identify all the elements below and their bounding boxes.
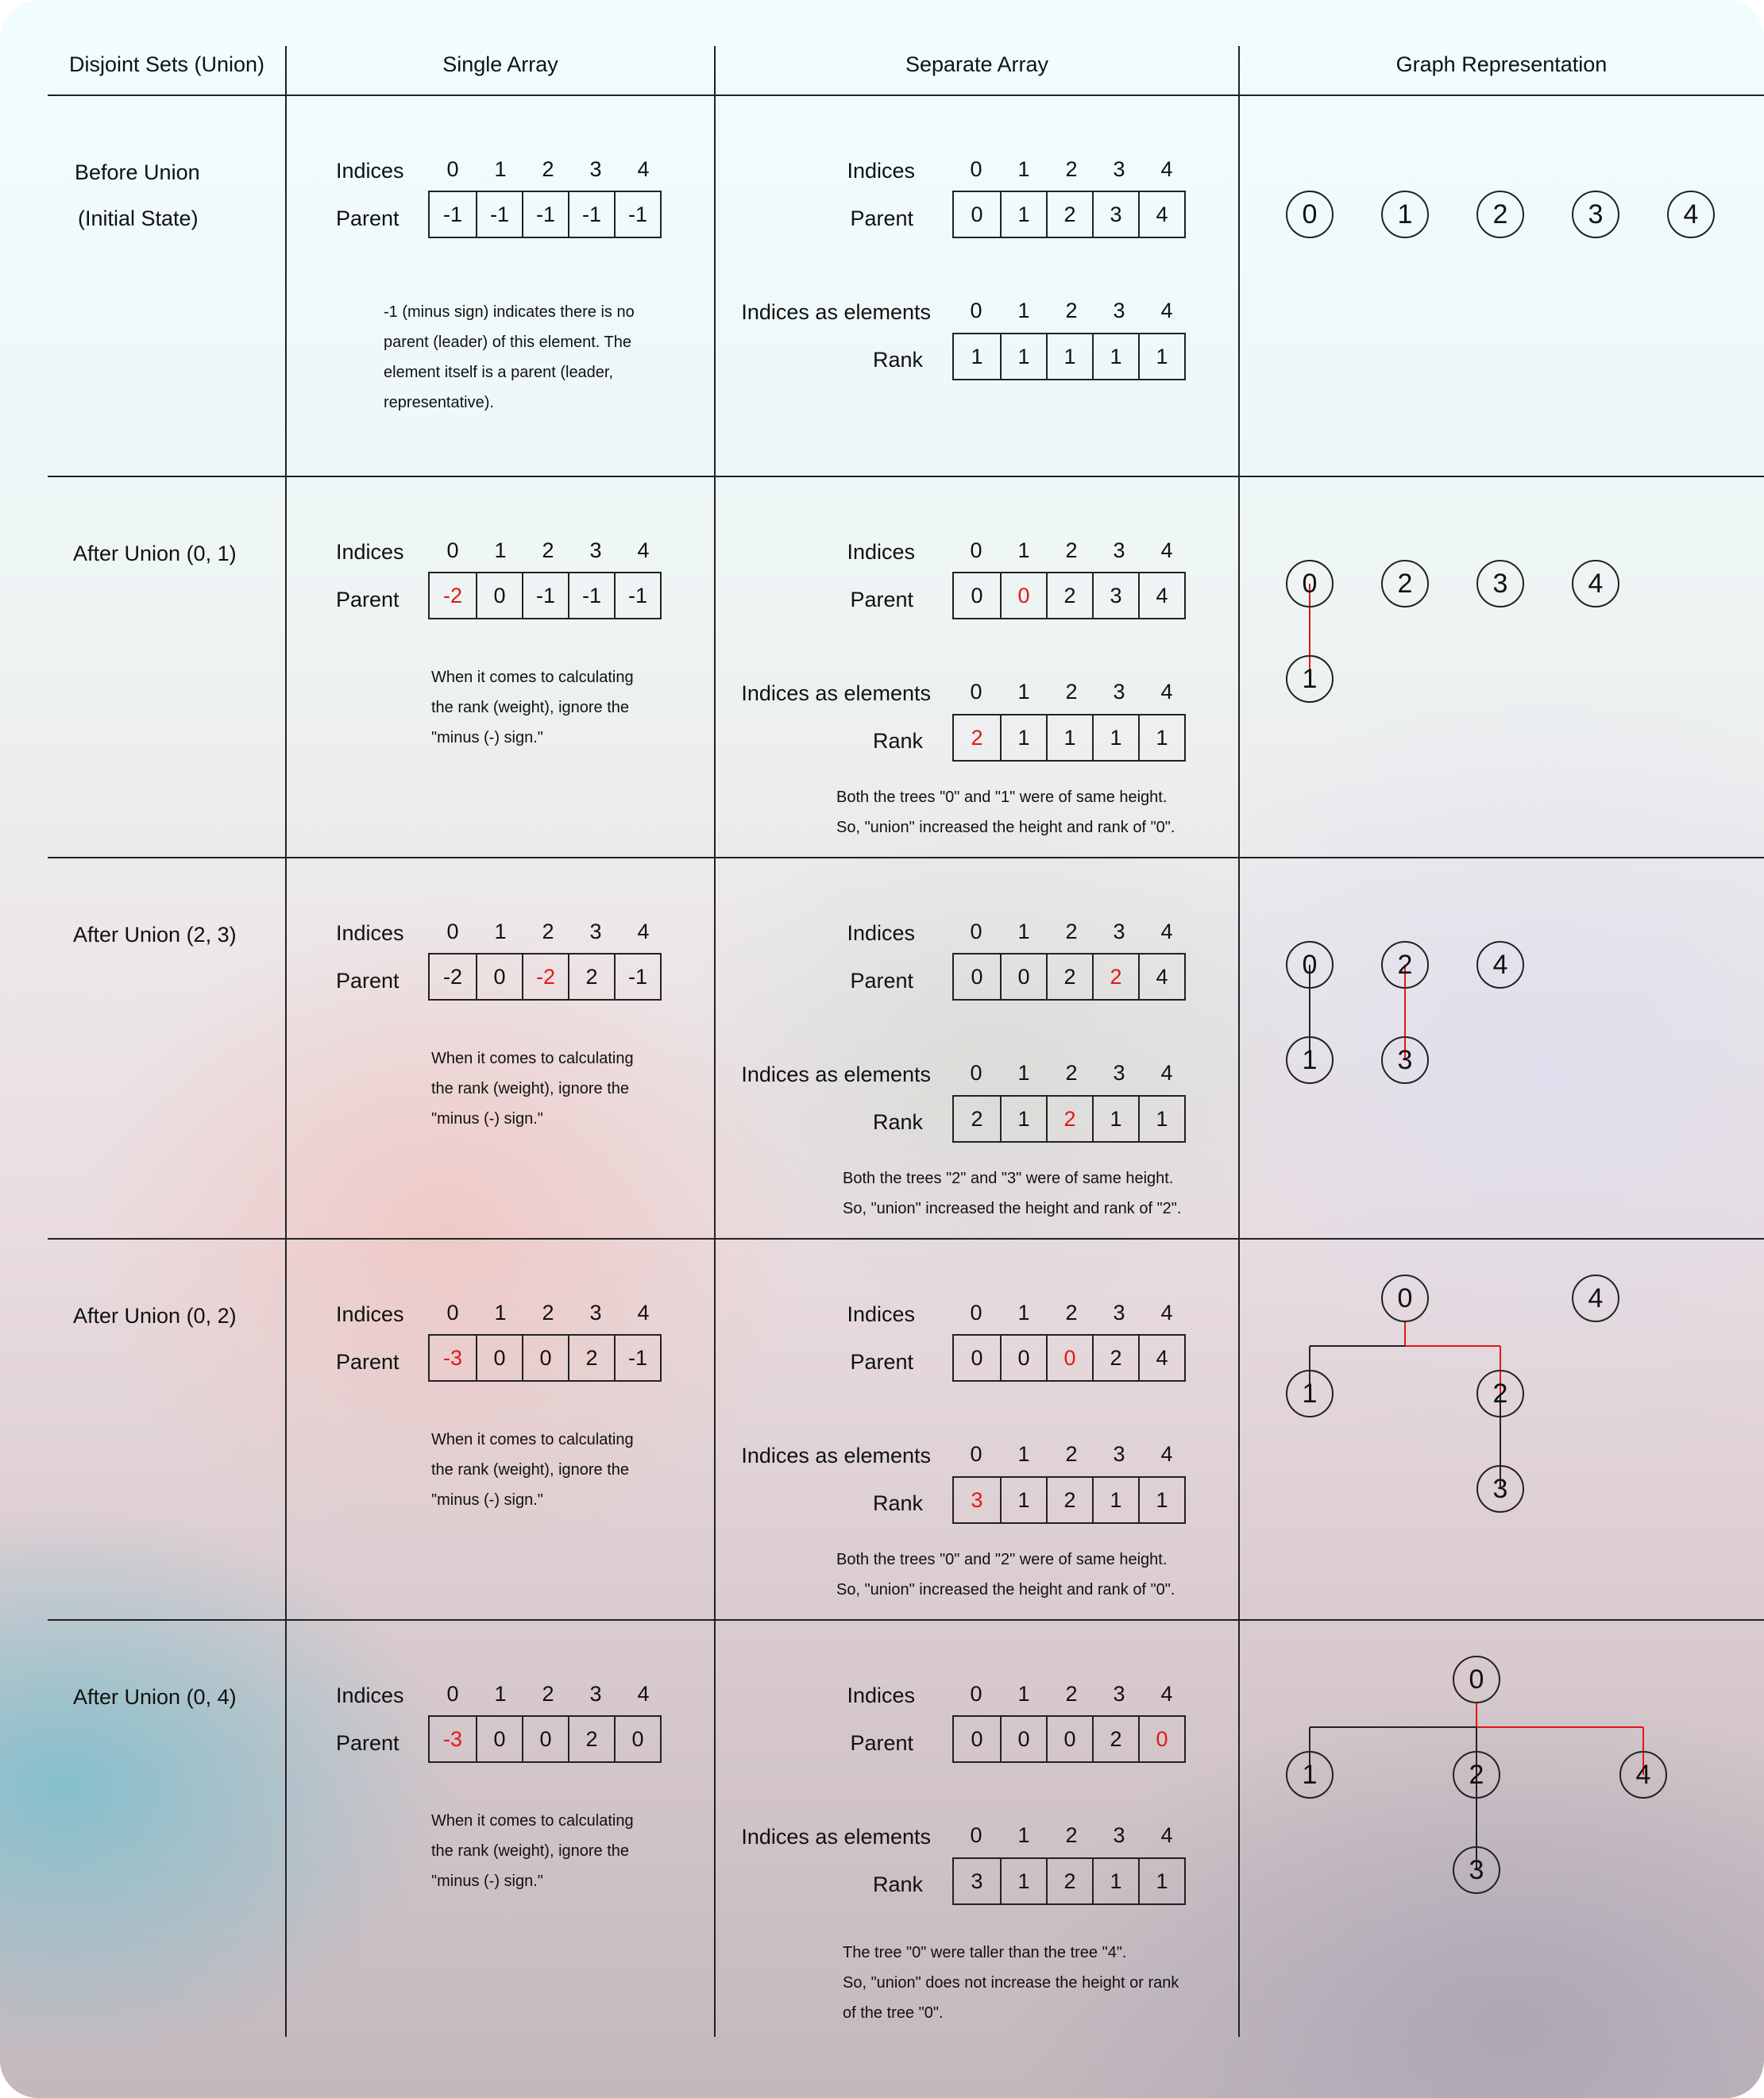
index-label: 2	[1065, 157, 1078, 181]
tree-edge	[1476, 1703, 1477, 1727]
index-label: 2	[542, 1682, 554, 1706]
tree-node: 3	[1572, 191, 1619, 238]
separate-parent-array	[952, 953, 1186, 1001]
separate-note: So, "union" increased the height and rank of "0".	[836, 1581, 1175, 1599]
index-label: 1	[1017, 680, 1030, 704]
index-label: 2	[1065, 1823, 1078, 1847]
separate-rank-array-cell: 1	[1092, 1097, 1138, 1141]
separate-rank-array-cell: 1	[1046, 715, 1092, 760]
single-parent-array-cell: -1	[614, 192, 660, 237]
tree-node: 2	[1381, 941, 1429, 989]
index-label: 4	[1160, 680, 1173, 704]
separate-parent-array-cell: 0	[971, 964, 983, 989]
header-disjoint-sets: Disjoint Sets (Union)	[68, 52, 265, 76]
row-divider-2	[48, 857, 1764, 858]
single-parent-array	[428, 191, 662, 238]
separate-parent-array	[952, 1715, 1186, 1763]
single-parent-array-cell: 0	[476, 955, 522, 999]
single-indices-label: Indices	[336, 1683, 404, 1707]
tree-node: 4	[1476, 941, 1524, 989]
rank-label: Rank	[872, 348, 923, 372]
separate-rank-array-cell: 3	[971, 1487, 983, 1512]
single-note: the rank (weight), ignore the	[431, 699, 630, 716]
index-label: 0	[970, 299, 982, 322]
single-parent-array-cell: 2	[568, 955, 614, 999]
tree-node: 1	[1286, 1036, 1334, 1084]
index-label: 1	[1017, 1061, 1030, 1085]
index-label: 1	[1017, 1823, 1030, 1847]
separate-parent-array-cell: 1	[1000, 192, 1046, 237]
index-label: 2	[542, 920, 554, 943]
separate-rank-array-cell: 1	[1000, 334, 1046, 379]
single-note: representative).	[384, 394, 494, 411]
index-label: 4	[1160, 920, 1173, 943]
index-label: 4	[1160, 157, 1173, 181]
tree-node: 3	[1453, 1846, 1500, 1894]
index-label: 4	[1160, 538, 1173, 562]
single-note: the rank (weight), ignore the	[431, 1461, 630, 1479]
separate-parent-array-cell: 2	[1046, 192, 1092, 237]
index-label: 3	[589, 538, 602, 562]
separate-parent-array-cell: 0	[1000, 955, 1046, 999]
index-label: 0	[970, 920, 982, 943]
tree-node: 2	[1381, 560, 1429, 607]
index-label: 3	[1113, 1823, 1125, 1847]
single-parent-array	[428, 953, 662, 1001]
separate-note: So, "union" does not increase the height or rank	[843, 1974, 1179, 1992]
single-parent-label: Parent	[336, 1731, 400, 1755]
separate-parent-array-cell: 0	[1138, 1717, 1184, 1761]
index-label: 1	[1017, 538, 1030, 562]
single-parent-array-cell: -1	[568, 192, 614, 237]
index-label: 4	[637, 157, 650, 181]
separate-rank-array-cell: 1	[1000, 1859, 1046, 1903]
index-label: 1	[1017, 299, 1030, 322]
index-label: 1	[494, 1301, 507, 1325]
index-label: 0	[446, 538, 459, 562]
index-label: 1	[494, 920, 507, 943]
single-note: element itself is a parent (leader,	[384, 364, 614, 381]
separate-note: So, "union" increased the height and rank of "0".	[836, 819, 1175, 836]
separate-parent-array-cell: 0	[1046, 1336, 1092, 1380]
index-label: 2	[1065, 299, 1078, 322]
separate-parent-array-cell: 4	[1138, 1336, 1184, 1380]
tree-edge	[1476, 1726, 1643, 1728]
index-label: 2	[1065, 920, 1078, 943]
tree-node: 3	[1476, 1465, 1524, 1513]
separate-rank-array-cell: 1	[1000, 1097, 1046, 1141]
separate-parent-array-cell: 3	[1092, 573, 1138, 618]
separate-rank-array-cell: 1	[1092, 1478, 1138, 1522]
single-parent-array-cell: -2	[442, 583, 462, 607]
column-divider-3	[1238, 46, 1240, 2037]
separate-note: Both the trees "2" and "3" were of same height.	[843, 1170, 1174, 1187]
separate-rank-array-cell: 2	[1046, 1859, 1092, 1903]
index-label: 3	[589, 1301, 602, 1325]
row-title: After Union (0, 2)	[73, 1304, 237, 1328]
tree-edge	[1404, 1322, 1406, 1346]
tree-node: 1	[1286, 1370, 1334, 1417]
column-divider-1	[285, 46, 287, 2037]
single-parent-label: Parent	[336, 206, 400, 230]
single-parent-array	[428, 1334, 662, 1382]
tree-node: 0	[1381, 1275, 1429, 1322]
tree-node: 0	[1286, 191, 1334, 238]
index-label: 1	[494, 1682, 507, 1706]
header-divider	[48, 94, 1764, 96]
index-label: 3	[1113, 1442, 1125, 1466]
separate-rank-array-cell: 1	[1138, 1478, 1184, 1522]
separate-note: of the tree "0".	[843, 2004, 944, 2022]
row-divider-3	[48, 1238, 1764, 1240]
separate-rank-array-cell: 2	[1046, 1478, 1092, 1522]
index-label: 4	[1160, 1442, 1173, 1466]
single-parent-array-cell: 0	[614, 1717, 660, 1761]
separate-rank-array	[952, 333, 1186, 380]
separate-parent-array-cell: 0	[1046, 1717, 1092, 1761]
separate-rank-array-cell: 2	[971, 1106, 983, 1131]
separate-parent-array	[952, 191, 1186, 238]
index-label: 2	[1065, 1442, 1078, 1466]
row-divider-4	[48, 1619, 1764, 1621]
index-label: 1	[1017, 1442, 1030, 1466]
separate-parent-array-cell: 2	[1046, 573, 1092, 618]
separate-note: So, "union" increased the height and rank of "2".	[843, 1200, 1182, 1217]
index-label: 2	[542, 1301, 554, 1325]
separate-parent-array-cell: 0	[971, 202, 983, 226]
index-label: 4	[637, 920, 650, 943]
single-note: the rank (weight), ignore the	[431, 1080, 630, 1097]
index-label: 2	[1065, 538, 1078, 562]
index-label: 0	[446, 1301, 459, 1325]
tree-node: 1	[1286, 1751, 1334, 1799]
single-parent-array-cell: -1	[442, 202, 462, 226]
single-parent-array-cell: -3	[442, 1726, 462, 1751]
separate-parent-label: Parent	[850, 206, 913, 230]
separate-indices-label: Indices	[847, 1302, 915, 1326]
rank-label: Rank	[872, 1872, 923, 1896]
separate-parent-array-cell: 0	[1000, 1717, 1046, 1761]
row-divider-1	[48, 476, 1764, 477]
single-parent-array-cell: -1	[614, 1336, 660, 1380]
single-note: parent (leader) of this element. The	[384, 334, 632, 351]
single-parent-array-cell: -1	[522, 573, 568, 618]
tree-node: 2	[1476, 191, 1524, 238]
single-note: When it comes to calculating	[431, 669, 634, 686]
separate-rank-array-cell: 2	[971, 725, 983, 750]
separate-parent-array-cell: 3	[1092, 192, 1138, 237]
row-title: After Union (0, 1)	[73, 542, 237, 565]
single-note: When it comes to calculating	[431, 1050, 634, 1067]
single-note: When it comes to calculating	[431, 1812, 634, 1830]
separate-indices-label: Indices	[847, 159, 915, 183]
index-label: 0	[970, 1823, 982, 1847]
single-parent-array-cell: -1	[476, 192, 522, 237]
single-parent-label: Parent	[336, 588, 400, 611]
indices-as-elements-label: Indices as elements	[741, 1444, 931, 1467]
row-title: After Union (2, 3)	[73, 923, 237, 947]
indices-as-elements-label: Indices as elements	[741, 1825, 931, 1849]
single-parent-array-cell: 2	[568, 1336, 614, 1380]
single-parent-array-cell: -2	[442, 964, 462, 989]
separate-note: The tree "0" were taller than the tree "4".	[843, 1944, 1127, 1961]
single-parent-array-cell: 0	[522, 1336, 568, 1380]
index-label: 4	[1160, 1301, 1173, 1325]
separate-indices-label: Indices	[847, 921, 915, 945]
rank-label: Rank	[872, 1110, 923, 1134]
index-label: 1	[1017, 1682, 1030, 1706]
index-label: 0	[970, 1682, 982, 1706]
separate-parent-array-cell: 2	[1092, 955, 1138, 999]
tree-node: 1	[1381, 191, 1429, 238]
index-label: 4	[1160, 299, 1173, 322]
separate-parent-array-cell: 0	[971, 1345, 983, 1370]
index-label: 0	[970, 538, 982, 562]
single-indices-label: Indices	[336, 921, 404, 945]
index-label: 3	[1113, 1682, 1125, 1706]
index-label: 0	[446, 1682, 459, 1706]
index-label: 1	[1017, 157, 1030, 181]
separate-parent-array	[952, 572, 1186, 619]
indices-as-elements-label: Indices as elements	[741, 681, 931, 705]
tree-node: 0	[1286, 560, 1334, 607]
single-note: "minus (-) sign."	[431, 729, 543, 746]
index-label: 0	[970, 1301, 982, 1325]
tree-node: 0	[1286, 941, 1334, 989]
separate-parent-array-cell: 0	[1000, 1336, 1046, 1380]
index-label: 2	[542, 157, 554, 181]
single-parent-array-cell: -1	[522, 192, 568, 237]
single-parent-array-cell: -1	[568, 573, 614, 618]
index-label: 1	[1017, 1301, 1030, 1325]
index-label: 0	[970, 1442, 982, 1466]
tree-edge	[1310, 1345, 1405, 1347]
index-label: 3	[1113, 538, 1125, 562]
tree-node: 4	[1667, 191, 1715, 238]
single-parent-array-cell: 0	[522, 1717, 568, 1761]
index-label: 3	[589, 157, 602, 181]
tree-edge	[1310, 1726, 1476, 1728]
index-label: 4	[637, 1682, 650, 1706]
header-separate-array: Separate Array	[905, 52, 1049, 76]
header-graph-representation: Graph Representation	[1395, 52, 1608, 76]
separate-parent-array-cell: 2	[1046, 955, 1092, 999]
index-label: 0	[446, 920, 459, 943]
separate-rank-array	[952, 1476, 1186, 1524]
separate-rank-array-cell: 1	[1000, 1478, 1046, 1522]
separate-parent-array-cell: 0	[971, 583, 983, 607]
single-parent-array	[428, 1715, 662, 1763]
index-label: 2	[1065, 1061, 1078, 1085]
single-note: "minus (-) sign."	[431, 1110, 543, 1128]
index-label: 4	[637, 538, 650, 562]
tree-node: 4	[1619, 1751, 1667, 1799]
index-label: 3	[589, 920, 602, 943]
single-parent-label: Parent	[336, 1350, 400, 1374]
indices-as-elements-label: Indices as elements	[741, 300, 931, 324]
single-note: "minus (-) sign."	[431, 1491, 543, 1509]
tree-node: 4	[1572, 560, 1619, 607]
index-label: 0	[970, 1061, 982, 1085]
separate-parent-label: Parent	[850, 1350, 913, 1374]
tree-node: 0	[1453, 1656, 1500, 1703]
single-parent-array-cell: 0	[476, 1717, 522, 1761]
tree-node: 3	[1381, 1036, 1429, 1084]
row-subtitle: (Initial State)	[78, 206, 199, 230]
header-single-array: Single Array	[442, 52, 558, 76]
row-title: Before Union	[75, 160, 200, 184]
single-indices-label: Indices	[336, 1302, 404, 1326]
separate-parent-array-cell: 4	[1138, 192, 1184, 237]
index-label: 2	[1065, 1682, 1078, 1706]
separate-parent-label: Parent	[850, 588, 913, 611]
tree-node: 2	[1453, 1751, 1500, 1799]
index-label: 0	[970, 680, 982, 704]
separate-rank-array-cell: 1	[1138, 715, 1184, 760]
index-label: 2	[542, 538, 554, 562]
separate-indices-label: Indices	[847, 540, 915, 564]
single-parent-array-cell: -1	[614, 573, 660, 618]
separate-parent-array-cell: 0	[971, 1726, 983, 1751]
rank-label: Rank	[872, 729, 923, 753]
single-parent-array-cell: -3	[442, 1345, 462, 1370]
separate-rank-array-cell: 1	[1138, 1097, 1184, 1141]
index-label: 3	[1113, 299, 1125, 322]
single-note: When it comes to calculating	[431, 1431, 634, 1448]
index-label: 0	[970, 157, 982, 181]
index-label: 3	[1113, 157, 1125, 181]
single-parent-label: Parent	[336, 969, 400, 993]
index-label: 4	[637, 1301, 650, 1325]
separate-indices-label: Indices	[847, 1683, 915, 1707]
single-note: -1 (minus sign) indicates there is no	[384, 303, 635, 321]
tree-node: 1	[1286, 655, 1334, 703]
separate-rank-array	[952, 1095, 1186, 1143]
single-parent-array-cell: 2	[568, 1717, 614, 1761]
separate-rank-array-cell: 1	[1092, 1859, 1138, 1903]
separate-rank-array-cell: 1	[1138, 334, 1184, 379]
separate-rank-array-cell: 3	[971, 1869, 983, 1893]
index-label: 3	[1113, 1061, 1125, 1085]
tree-edge	[1405, 1345, 1500, 1347]
separate-rank-array-cell: 1	[1046, 334, 1092, 379]
single-parent-array	[428, 572, 662, 619]
separate-rank-array	[952, 1857, 1186, 1905]
index-label: 2	[1065, 680, 1078, 704]
single-indices-label: Indices	[336, 540, 404, 564]
separate-note: Both the trees "0" and "1" were of same height.	[836, 789, 1168, 806]
index-label: 3	[589, 1682, 602, 1706]
separate-rank-array-cell: 1	[971, 344, 983, 368]
single-parent-array-cell: -1	[614, 955, 660, 999]
separate-note: Both the trees "0" and "2" were of same height.	[836, 1551, 1168, 1568]
single-parent-array-cell: -2	[522, 955, 568, 999]
single-note: "minus (-) sign."	[431, 1872, 543, 1890]
index-label: 1	[494, 157, 507, 181]
separate-parent-label: Parent	[850, 1731, 913, 1755]
separate-parent-array-cell: 4	[1138, 955, 1184, 999]
index-label: 1	[494, 538, 507, 562]
index-label: 4	[1160, 1061, 1173, 1085]
single-parent-array-cell: 0	[476, 1336, 522, 1380]
column-divider-2	[714, 46, 716, 2037]
index-label: 3	[1113, 680, 1125, 704]
separate-rank-array	[952, 714, 1186, 762]
index-label: 0	[446, 157, 459, 181]
index-label: 3	[1113, 920, 1125, 943]
separate-rank-array-cell: 1	[1000, 715, 1046, 760]
separate-rank-array-cell: 1	[1092, 715, 1138, 760]
separate-rank-array-cell: 1	[1092, 334, 1138, 379]
indices-as-elements-label: Indices as elements	[741, 1062, 931, 1086]
single-note: the rank (weight), ignore the	[431, 1842, 630, 1860]
index-label: 3	[1113, 1301, 1125, 1325]
row-title: After Union (0, 4)	[73, 1685, 237, 1709]
tree-node: 4	[1572, 1275, 1619, 1322]
separate-parent-label: Parent	[850, 969, 913, 993]
separate-parent-array-cell: 4	[1138, 573, 1184, 618]
separate-parent-array	[952, 1334, 1186, 1382]
index-label: 4	[1160, 1682, 1173, 1706]
rank-label: Rank	[872, 1491, 923, 1515]
tree-node: 2	[1476, 1370, 1524, 1417]
separate-rank-array-cell: 1	[1138, 1859, 1184, 1903]
separate-parent-array-cell: 0	[1000, 573, 1046, 618]
index-label: 1	[1017, 920, 1030, 943]
separate-parent-array-cell: 2	[1092, 1717, 1138, 1761]
index-label: 4	[1160, 1823, 1173, 1847]
single-parent-array-cell: 0	[476, 573, 522, 618]
single-indices-label: Indices	[336, 159, 404, 183]
tree-node: 3	[1476, 560, 1524, 607]
index-label: 2	[1065, 1301, 1078, 1325]
separate-parent-array-cell: 2	[1092, 1336, 1138, 1380]
separate-rank-array-cell: 2	[1046, 1097, 1092, 1141]
